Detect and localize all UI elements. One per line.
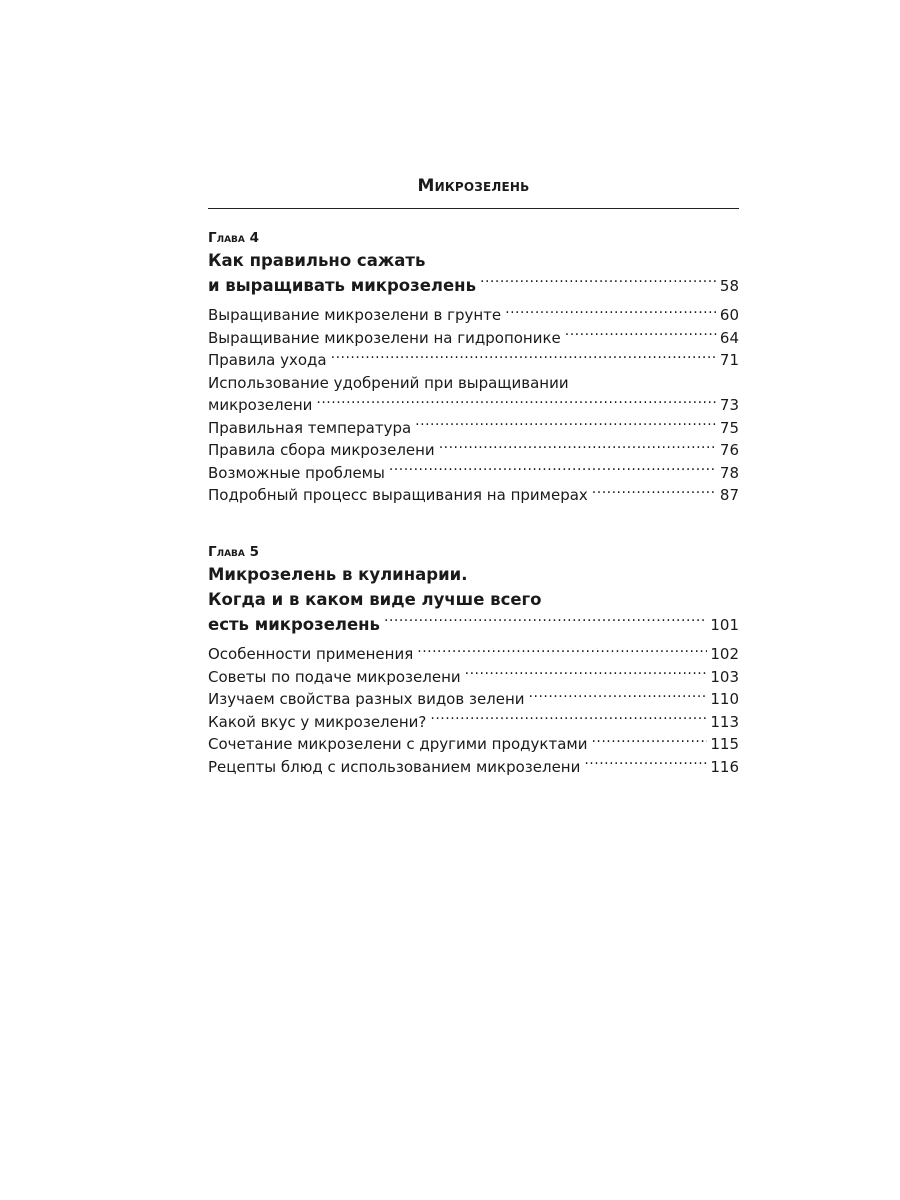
toc-entry[interactable]: [208, 643, 739, 666]
page-number: 71: [719, 351, 739, 369]
dot-leader: [331, 350, 717, 365]
toc-entry[interactable]: [208, 394, 739, 417]
chapter-title-line: Микрозелень в кулинарии.: [208, 565, 468, 584]
toc-entry[interactable]: [208, 484, 739, 507]
page-number: 78: [719, 463, 739, 482]
toc-entry[interactable]: [208, 711, 739, 734]
dot-leader: [584, 757, 707, 772]
page-number: 116: [710, 757, 739, 776]
chapter-label: Глава 5: [208, 544, 259, 560]
toc-entries: [208, 304, 739, 507]
toc-entry[interactable]: [208, 439, 739, 462]
entry-title: микрозелени: [208, 396, 313, 414]
page-number: 110: [710, 690, 739, 708]
dot-leader: [480, 275, 717, 292]
chapter-title-last-line: есть микрозелень: [208, 615, 380, 634]
page-number: 101: [710, 616, 739, 634]
dot-leader: [591, 734, 707, 749]
entry-title: Изучаем свойства разных видов зелени: [208, 690, 525, 708]
dot-leader: [430, 712, 707, 727]
toc-entry[interactable]: [208, 733, 739, 756]
dot-leader: [417, 644, 707, 659]
toc-entry[interactable]: [208, 327, 739, 350]
page-number: 87: [719, 486, 739, 504]
toc-entry[interactable]: [208, 462, 739, 485]
page-number: 113: [710, 712, 739, 731]
dot-leader: [415, 418, 717, 433]
page-number: 103: [710, 667, 739, 686]
entry-title: Правильная температура: [208, 418, 412, 437]
entry-title: Правила ухода: [208, 351, 327, 369]
toc-entries: [208, 643, 739, 778]
page-number: 75: [719, 418, 739, 437]
chapter-title-row[interactable]: [208, 612, 739, 637]
toc-entry[interactable]: [208, 417, 739, 440]
dot-leader: [505, 305, 717, 320]
page-number: 73: [719, 396, 739, 414]
chapter-title-line: Когда и в каком виде лучше всего: [208, 590, 542, 609]
entry-title: Подробный процесс выращивания на примерах: [208, 486, 588, 504]
header-rule: [208, 208, 739, 209]
entry-title: Рецепты блюд с использованием микрозелени: [208, 757, 581, 776]
entry-title: Сочетание микрозелени с другими продуктами: [208, 735, 588, 753]
entry-title: Особенности применения: [208, 645, 414, 663]
toc-entry[interactable]: [208, 756, 739, 779]
chapter-4: [208, 229, 739, 507]
dot-leader: [465, 667, 708, 682]
dot-leader: [439, 440, 717, 455]
entry-title: Выращивание микрозелени на гидропонике: [208, 328, 561, 347]
dot-leader: [389, 463, 717, 478]
chapter-title-line: Как правильно сажать: [208, 251, 426, 270]
page-number: 60: [719, 306, 739, 324]
chapter-title-last-line: и выращивать микрозелень: [208, 276, 477, 295]
entry-title: Правила сбора микрозелени: [208, 441, 435, 459]
dot-leader: [529, 689, 708, 704]
chapter-5: [208, 543, 739, 778]
toc-entry[interactable]: [208, 688, 739, 711]
dot-leader: [384, 614, 707, 631]
entry-title: Возможные проблемы: [208, 463, 385, 482]
dot-leader: [316, 395, 717, 410]
dot-leader: [565, 328, 717, 343]
entry-title: Советы по подаче микрозелени: [208, 667, 461, 686]
entry-title: Какой вкус у микрозелени?: [208, 712, 427, 731]
chapter-label: Глава 4: [208, 230, 259, 246]
entry-title-line[interactable]: Использование удобрений при выращивании: [208, 373, 569, 392]
page-number: 102: [710, 645, 739, 663]
page-number: 76: [719, 441, 739, 459]
entry-title: Выращивание микрозелени в грунте: [208, 306, 502, 324]
page-number: 115: [710, 735, 739, 753]
chapter-title-row[interactable]: [208, 273, 739, 298]
toc-entry[interactable]: [208, 304, 739, 327]
dot-leader: [592, 485, 717, 500]
toc-entry[interactable]: [208, 349, 739, 372]
page-number: 64: [719, 328, 739, 347]
running-head: Микрозелень: [417, 176, 530, 196]
page-number: 58: [719, 277, 739, 295]
toc-entry[interactable]: [208, 666, 739, 689]
